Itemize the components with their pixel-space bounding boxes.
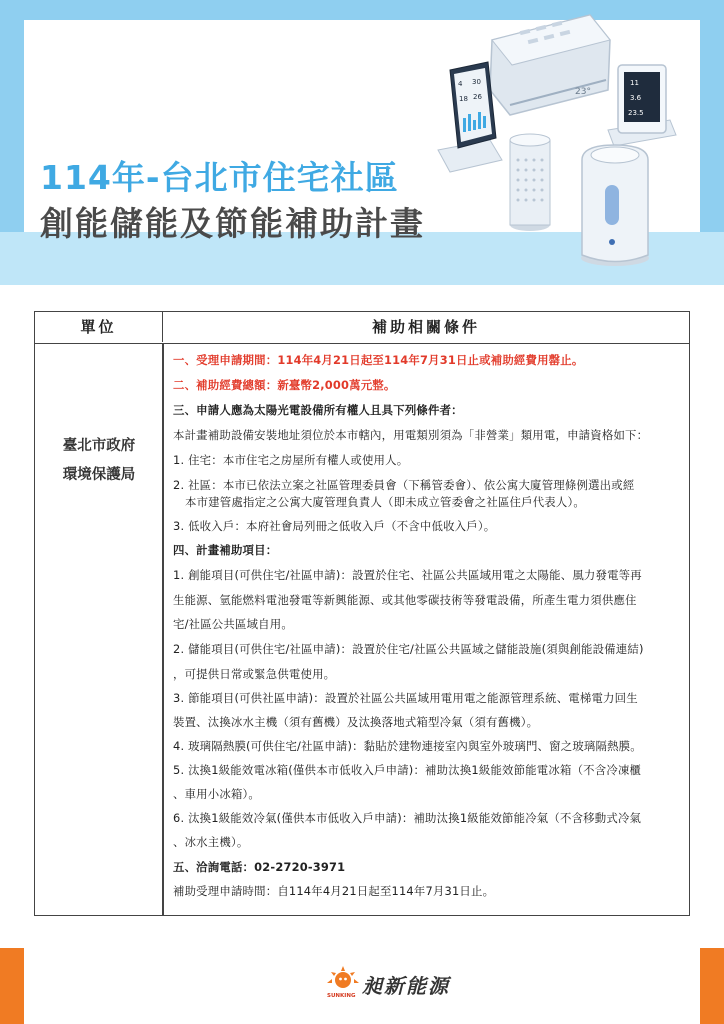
application-period: 一、受理申請期間：114年4月21日起至114年7月31日止或補助經費用罄止。 bbox=[173, 353, 584, 367]
eligibility-item: 3. 低收入戶：本府社會局列冊之低收入戶（不含中低收入戶）。 bbox=[173, 519, 496, 533]
air-conditioner-icon bbox=[490, 15, 610, 115]
svg-text:11: 11 bbox=[630, 79, 639, 87]
subsidy-item-continued: 生能源、氫能燃料電池發電等新興能源、或其他零碳技術等發電設備，所產生電力須供應住 bbox=[173, 593, 637, 607]
footer-bar bbox=[0, 948, 724, 1024]
table-header-row bbox=[35, 312, 689, 344]
header-banner bbox=[0, 0, 724, 285]
unit-cell bbox=[35, 432, 163, 490]
title-line-2: 創能儲能及節能補助計畫 bbox=[40, 204, 425, 243]
subsidy-item: 3. 節能項目(可供社區申請)：設置於社區公共區域用電用電之能源管理系統、電梯電力回生 bbox=[173, 691, 638, 705]
appliance-illustration bbox=[430, 10, 720, 275]
eligibility-intro: 本計畫補助設備安裝地址須位於本市轄內，用電類別須為「非營業」類用電，申請資格如下： bbox=[173, 428, 649, 442]
svg-text:18: 18 bbox=[459, 95, 468, 103]
title-line-1: 114年-台北市住宅社區 bbox=[40, 158, 399, 197]
subsidy-item: 1. 創能項目(可供住宅/社區申請)：設置於住宅、社區公共區域用電之太陽能、風力發電等再 bbox=[173, 568, 642, 582]
air-monitor-icon bbox=[608, 65, 676, 146]
company-name: 昶新能源 bbox=[362, 974, 450, 998]
application-time: 補助受理申請時間：自114年4月21日起至114年7月31日止。 bbox=[173, 884, 495, 898]
subsidy-item: 2. 儲能項目(可供住宅/社區申請)：設置於住宅/社區公共區域之儲能設施(須與創能設備連結) bbox=[173, 642, 644, 656]
svg-text:23°: 23° bbox=[575, 87, 591, 97]
subsidy-item-continued: 宅/社區公共區域自用。 bbox=[173, 617, 293, 631]
company-logo bbox=[326, 966, 456, 1002]
subsidy-item-continued: ，可提供日常或緊急供電使用。 bbox=[173, 667, 336, 681]
svg-text:SUNKING: SUNKING bbox=[327, 993, 356, 999]
svg-text:26: 26 bbox=[473, 93, 482, 101]
budget-total: 二、補助經費總額：新臺幣2,000萬元整。 bbox=[173, 378, 396, 392]
subsidy-item: 6. 汰換1級能效冷氣(僅供本市低收入戶申請)：補助汰換1級能效節能冷氣（不含移動式冷氣 bbox=[173, 811, 642, 825]
air-purifier-icon bbox=[510, 134, 550, 231]
subsidy-item-continued: 裝置、汰換冰水主機（須有舊機）及汰換落地式箱型冷氣（須有舊機）。 bbox=[173, 715, 539, 729]
subsidy-item-continued: 、車用小冰箱）。 bbox=[173, 787, 261, 801]
column-header-unit: 單位 bbox=[35, 312, 163, 342]
column-divider bbox=[162, 344, 164, 915]
eligibility-item: 1. 住宅：本市住宅之房屋所有權人或使用人。 bbox=[173, 453, 409, 467]
subsidy-item-continued: 、冰水主機）。 bbox=[173, 835, 249, 849]
subsidy-items-heading: 四、計畫補助項目： bbox=[173, 543, 278, 557]
sun-logo-icon bbox=[326, 966, 360, 1000]
svg-text:4: 4 bbox=[458, 80, 463, 88]
column-header-conditions: 補助相關條件 bbox=[371, 318, 480, 336]
subsidy-item: 5. 汰換1級能效電冰箱(僅供本市低收入戶申請)：補助汰換1級能效節能電冰箱（不含冷凍櫃 bbox=[173, 763, 642, 777]
svg-text:30: 30 bbox=[472, 78, 481, 86]
footer-panel bbox=[24, 948, 700, 1024]
subsidy-table bbox=[34, 311, 690, 916]
unit-name-line-1: 臺北市政府 bbox=[62, 438, 136, 454]
unit-name-line-2: 環境保護局 bbox=[62, 467, 136, 483]
eligibility-heading: 三、申請人應為太陽光電設備所有權人且具下列條件者： bbox=[173, 403, 463, 417]
svg-text:3.6: 3.6 bbox=[630, 94, 642, 102]
eligibility-item: 2. 社區：本市已依法立案之社區管理委員會（下稱管委會）、依公寓大廈管理條例選出或經 bbox=[173, 478, 635, 492]
contact-phone: 五、洽詢電話：02-2720-3971 bbox=[173, 860, 346, 874]
svg-text:23.5: 23.5 bbox=[628, 109, 644, 117]
humidifier-icon bbox=[581, 145, 649, 266]
subsidy-item: 4. 玻璃隔熱膜(可供住宅/社區申請)：黏貼於建物連接室內與室外玻璃門、窗之玻璃隔熱膜。 bbox=[173, 739, 642, 753]
eligibility-item-continued: 本市建管處指定之公寓大廈管理負責人（即未成立管委會之社區住戶代表人）。 bbox=[185, 495, 585, 509]
